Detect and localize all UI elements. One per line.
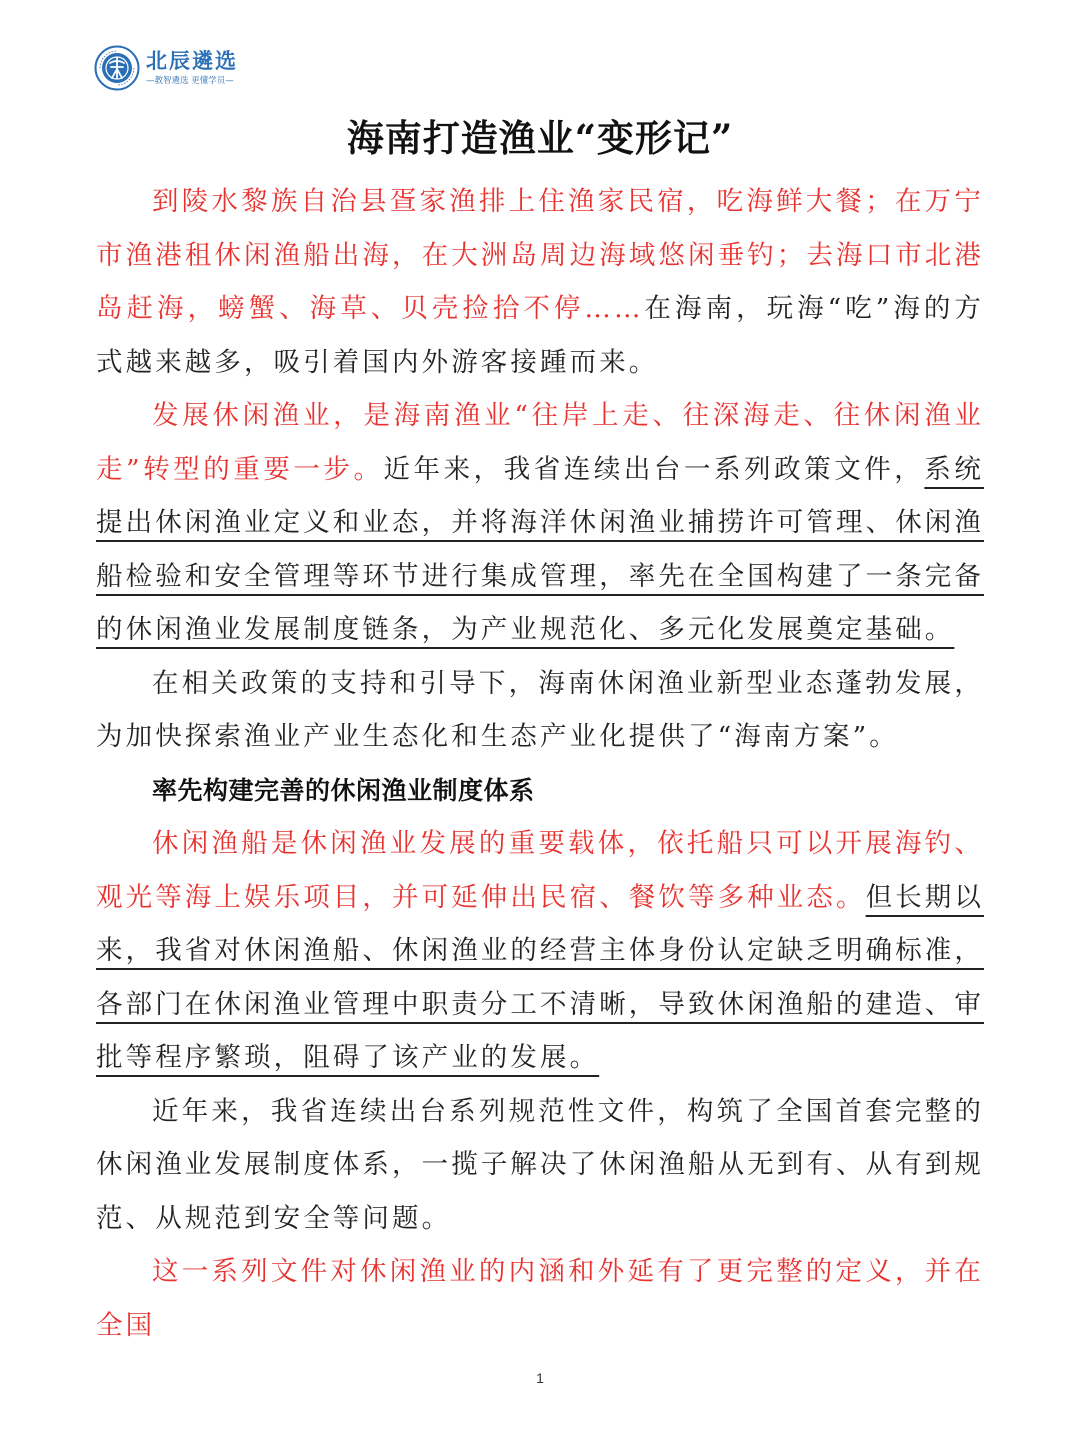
page-number: 1	[536, 1370, 544, 1386]
logo-text	[146, 48, 238, 86]
paragraph-2-highlight: 发展休闲渔业，是海南渔业“往岸上走、往深海走、往休闲渔业走”转型的重要一步。	[96, 400, 984, 485]
header-logo	[94, 44, 238, 92]
paragraph-3	[96, 657, 984, 764]
paragraph-4-highlight: 休闲渔船是休闲渔业发展的重要载体，依托船只可以开展海钓、观光等海上娱乐项目，并可延伸出民宿、餐饮等多种业态。	[96, 828, 984, 913]
paragraph-6	[96, 1245, 984, 1352]
document-body	[96, 175, 984, 1352]
paragraph-1	[96, 175, 984, 389]
paragraph-3-text: 在相关政策的支持和引导下，海南休闲渔业新型业态蓬勃发展，为加快探索渔业产业生态化和生态产业化提供了“海南方案”。	[96, 667, 984, 752]
paragraph-1-text: 在海南，玩海“吃”海的方式越来越多，吸引着国内外游客接踵而来。	[96, 293, 985, 378]
paragraph-5-text: 近年来，我省连续出台系列规范性文件，构筑了全国首套完整的休闲渔业发展制度体系，一揽子解决了休闲渔船从无到有、从有到规范、从规范到安全等问题。	[96, 1095, 984, 1234]
paragraph-6-highlight: 这一系列文件对休闲渔业的内涵和外延有了更完整的定义，并在全国	[96, 1256, 984, 1341]
paragraph-4-underlined: 但长期以来，我省对休闲渔船、休闲渔业的经营主体身份认定缺乏明确标准，各部门在休闲渔业管理中职责分工不清晰，导致休闲渔船的建造、审批等程序繁琐，阻碍了该产业的发展。	[96, 881, 985, 1073]
paragraph-2-underlined: 系统提出休闲渔业定义和业态，并将海洋休闲渔业捕捞许可管理、休闲渔船检验和安全管理等环节进行集成管理，率先在全国构建了一条完备的休闲渔业发展制度链条，为产业规范化、多元化发展奠定基础。	[96, 453, 984, 645]
document-title: 海南打造渔业“变形记”	[346, 116, 734, 160]
section-heading: 率先构建完善的休闲渔业制度体系	[152, 775, 535, 805]
paragraph-2	[96, 389, 984, 657]
paragraph-1-highlight: 到陵水黎族自治县疍家渔排上住渔家民宿，吃海鲜大餐；在万宁市渔港租休闲渔船出海，在大洲岛周边海域悠闲垂钓；去海口市北港岛赶海，螃蟹、海草、贝壳捡拾不停……	[96, 186, 984, 324]
paragraph-2-text: 近年来，我省连续出台一系列政策文件，	[383, 453, 925, 485]
logo-name: 北辰遴选	[146, 48, 238, 73]
paragraph-4	[96, 817, 984, 1085]
compass-emblem-icon	[94, 45, 140, 91]
paragraph-5	[96, 1085, 984, 1246]
logo-slogan: —教智遴选 更懂学员—	[146, 75, 234, 86]
